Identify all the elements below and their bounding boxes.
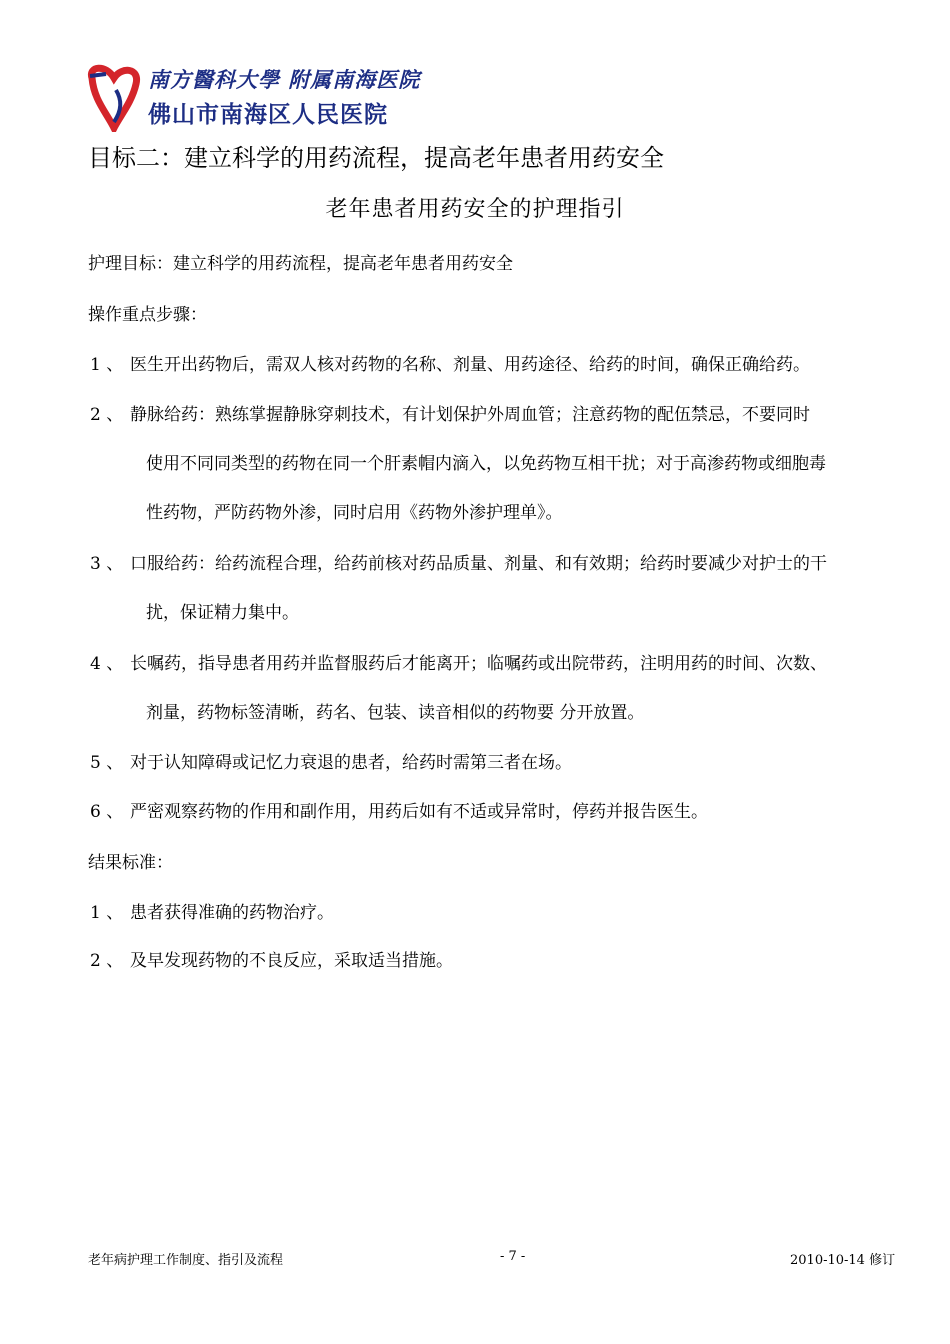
result-text: 患者获得准确的药物治疗。 xyxy=(130,903,334,923)
step-text: 静脉给药：熟练掌握静脉穿刺技术，有计划保护外周血管；注意药物的配伍禁忌，不要同时 xyxy=(130,405,810,425)
result-number: 2 、 xyxy=(90,951,124,971)
goal-heading: 目标二：建立科学的用药流程，提高老年患者用药安全 xyxy=(88,144,664,172)
result-number: 1 、 xyxy=(90,903,124,923)
footer-doc-title: 老年病护理工作制度、指引及流程 xyxy=(88,1253,284,1268)
step-text: 长嘱药，指导患者用药并监督服药后才能离开；临嘱药或出院带药，注明用药的时间、次数、 xyxy=(130,654,827,674)
hospital-logo xyxy=(86,62,446,132)
step-text: 剂量，药物标签清晰，药名、包装、读音相似的药物要 分开放置。 xyxy=(146,703,645,723)
nursing-goal: 护理目标：建立科学的用药流程，提高老年患者用药安全 xyxy=(88,254,513,274)
heart-logo-icon xyxy=(86,62,144,132)
footer-revision-date: 2010-10-14 修订 xyxy=(790,1253,896,1268)
footer-page-number: - 7 - xyxy=(500,1249,526,1264)
step-text: 医生开出药物后，需双人核对药物的名称、剂量、用药途径、给药的时间，确保正确给药。 xyxy=(130,355,810,375)
step-text: 性药物，严防药物外渗，同时启用《药物外渗护理单》。 xyxy=(146,503,563,523)
logo-hospital-name: 佛山市南海区人民医院 xyxy=(148,102,388,128)
logo-university-name: 南方醫科大學 附属南海医院 xyxy=(148,68,421,92)
step-text: 对于认知障碍或记忆力衰退的患者，给药时需第三者在场。 xyxy=(130,753,572,773)
steps-heading: 操作重点步骤： xyxy=(88,305,207,325)
step-number: 4 、 xyxy=(90,654,124,674)
step-number: 1 、 xyxy=(90,355,124,375)
step-number: 2 、 xyxy=(90,405,124,425)
page-title: 老年患者用药安全的护理指引 xyxy=(325,197,625,222)
step-text: 使用不同同类型的药物在同一个肝素帽内滴入，以免药物互相干扰；对于高渗药物或细胞毒 xyxy=(146,454,826,474)
step-text: 扰，保证精力集中。 xyxy=(146,603,299,623)
step-number: 6 、 xyxy=(90,802,124,822)
step-number: 3 、 xyxy=(90,554,124,574)
step-text: 口服给药：给药流程合理，给药前核对药品质量、剂量、和有效期；给药时要减少对护士的干 xyxy=(130,554,827,574)
step-text: 严密观察药物的作用和副作用，用药后如有不适或异常时，停药并报告医生。 xyxy=(130,802,708,822)
result-text: 及早发现药物的不良反应，采取适当措施。 xyxy=(130,951,453,971)
results-heading: 结果标准： xyxy=(88,853,173,873)
step-number: 5 、 xyxy=(90,753,124,773)
